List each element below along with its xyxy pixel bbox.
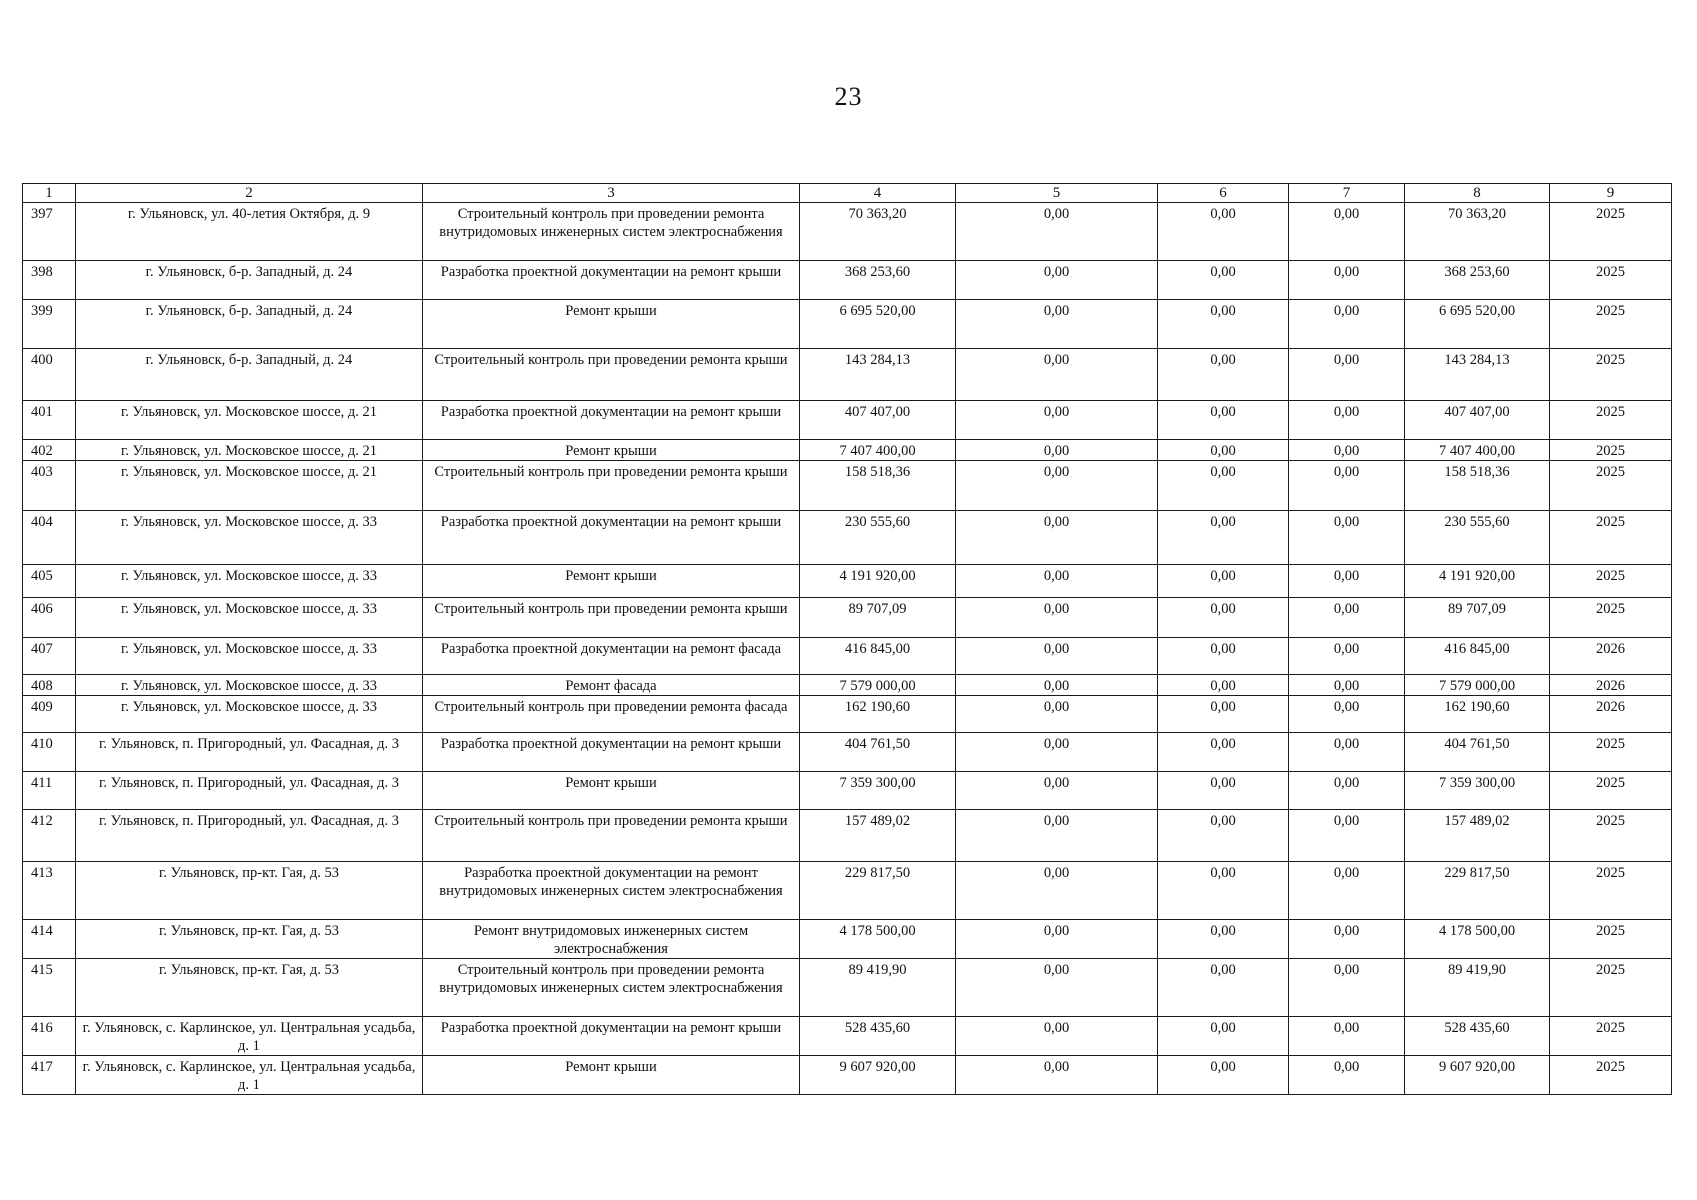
col-header: 6 xyxy=(1158,184,1289,203)
col5-cell: 0,00 xyxy=(956,349,1158,401)
address-cell: г. Ульяновск, пр-кт. Гая, д. 53 xyxy=(76,920,423,959)
year-cell: 2025 xyxy=(1550,349,1672,401)
col-header: 7 xyxy=(1289,184,1405,203)
row-number: 398 xyxy=(23,261,76,300)
table-row xyxy=(23,733,1672,772)
total-cost-cell: 162 190,60 xyxy=(800,696,956,733)
col8-cell: 230 555,60 xyxy=(1405,511,1550,565)
year-cell: 2026 xyxy=(1550,675,1672,696)
col8-cell: 416 845,00 xyxy=(1405,638,1550,675)
work-type-cell: Ремонт фасада xyxy=(423,675,800,696)
table-row xyxy=(23,959,1672,1017)
work-type-cell: Ремонт крыши xyxy=(423,772,800,810)
col7-cell: 0,00 xyxy=(1289,565,1405,598)
table-row xyxy=(23,598,1672,638)
col5-cell: 0,00 xyxy=(956,1056,1158,1095)
col6-cell: 0,00 xyxy=(1158,300,1289,349)
work-type-cell: Ремонт крыши xyxy=(423,1056,800,1095)
row-number: 414 xyxy=(23,920,76,959)
col-header: 3 xyxy=(423,184,800,203)
row-number: 412 xyxy=(23,810,76,862)
col5-cell: 0,00 xyxy=(956,810,1158,862)
row-number: 401 xyxy=(23,401,76,440)
col8-cell: 7 407 400,00 xyxy=(1405,440,1550,461)
row-number: 408 xyxy=(23,675,76,696)
row-number: 410 xyxy=(23,733,76,772)
total-cost-cell: 7 579 000,00 xyxy=(800,675,956,696)
row-number: 411 xyxy=(23,772,76,810)
col8-cell: 7 579 000,00 xyxy=(1405,675,1550,696)
work-type-cell: Строительный контроль при проведении ремонта фасада xyxy=(423,696,800,733)
address-cell: г. Ульяновск, с. Карлинское, ул. Центральная усадьба, д. 1 xyxy=(76,1056,423,1095)
col6-cell: 0,00 xyxy=(1158,810,1289,862)
col8-cell: 528 435,60 xyxy=(1405,1017,1550,1056)
col7-cell: 0,00 xyxy=(1289,696,1405,733)
col6-cell: 0,00 xyxy=(1158,696,1289,733)
col6-cell: 0,00 xyxy=(1158,261,1289,300)
table-row xyxy=(23,565,1672,598)
col5-cell: 0,00 xyxy=(956,203,1158,261)
table-row xyxy=(23,440,1672,461)
col6-cell: 0,00 xyxy=(1158,461,1289,511)
work-type-cell: Разработка проектной документации на ремонт крыши xyxy=(423,401,800,440)
table-row xyxy=(23,675,1672,696)
col7-cell: 0,00 xyxy=(1289,401,1405,440)
col6-cell: 0,00 xyxy=(1158,862,1289,920)
year-cell: 2025 xyxy=(1550,511,1672,565)
col6-cell: 0,00 xyxy=(1158,959,1289,1017)
address-cell: г. Ульяновск, ул. Московское шоссе, д. 33 xyxy=(76,675,423,696)
col5-cell: 0,00 xyxy=(956,401,1158,440)
work-type-cell: Строительный контроль при проведении ремонта внутридомовых инженерных систем электроснабжения xyxy=(423,203,800,261)
address-cell: г. Ульяновск, п. Пригородный, ул. Фасадная, д. 3 xyxy=(76,733,423,772)
work-type-cell: Ремонт крыши xyxy=(423,565,800,598)
total-cost-cell: 89 707,09 xyxy=(800,598,956,638)
row-number: 417 xyxy=(23,1056,76,1095)
col7-cell: 0,00 xyxy=(1289,920,1405,959)
work-type-cell: Разработка проектной документации на ремонт крыши xyxy=(423,511,800,565)
year-cell: 2025 xyxy=(1550,203,1672,261)
table-row xyxy=(23,1056,1672,1095)
address-cell: г. Ульяновск, с. Карлинское, ул. Центральная усадьба, д. 1 xyxy=(76,1017,423,1056)
row-number: 405 xyxy=(23,565,76,598)
col7-cell: 0,00 xyxy=(1289,261,1405,300)
address-cell: г. Ульяновск, ул. 40-летия Октября, д. 9 xyxy=(76,203,423,261)
table-row xyxy=(23,401,1672,440)
header-row xyxy=(23,184,1672,203)
total-cost-cell: 4 191 920,00 xyxy=(800,565,956,598)
col6-cell: 0,00 xyxy=(1158,598,1289,638)
col5-cell: 0,00 xyxy=(956,511,1158,565)
year-cell: 2025 xyxy=(1550,733,1672,772)
row-number: 403 xyxy=(23,461,76,511)
col7-cell: 0,00 xyxy=(1289,1056,1405,1095)
work-type-cell: Разработка проектной документации на ремонт крыши xyxy=(423,261,800,300)
address-cell: г. Ульяновск, п. Пригородный, ул. Фасадная, д. 3 xyxy=(76,810,423,862)
col6-cell: 0,00 xyxy=(1158,440,1289,461)
total-cost-cell: 416 845,00 xyxy=(800,638,956,675)
col7-cell: 0,00 xyxy=(1289,511,1405,565)
year-cell: 2025 xyxy=(1550,565,1672,598)
col5-cell: 0,00 xyxy=(956,440,1158,461)
year-cell: 2026 xyxy=(1550,638,1672,675)
col7-cell: 0,00 xyxy=(1289,638,1405,675)
table-row xyxy=(23,862,1672,920)
row-number: 399 xyxy=(23,300,76,349)
table-row xyxy=(23,349,1672,401)
row-number: 413 xyxy=(23,862,76,920)
address-cell: г. Ульяновск, ул. Московское шоссе, д. 33 xyxy=(76,598,423,638)
work-type-cell: Строительный контроль при проведении ремонта крыши xyxy=(423,810,800,862)
total-cost-cell: 404 761,50 xyxy=(800,733,956,772)
col6-cell: 0,00 xyxy=(1158,920,1289,959)
work-type-cell: Строительный контроль при проведении ремонта крыши xyxy=(423,461,800,511)
col-header: 9 xyxy=(1550,184,1672,203)
total-cost-cell: 143 284,13 xyxy=(800,349,956,401)
address-cell: г. Ульяновск, ул. Московское шоссе, д. 33 xyxy=(76,511,423,565)
col8-cell: 89 707,09 xyxy=(1405,598,1550,638)
col7-cell: 0,00 xyxy=(1289,349,1405,401)
table-row xyxy=(23,810,1672,862)
col8-cell: 158 518,36 xyxy=(1405,461,1550,511)
table-row xyxy=(23,920,1672,959)
row-number: 416 xyxy=(23,1017,76,1056)
address-cell: г. Ульяновск, ул. Московское шоссе, д. 33 xyxy=(76,638,423,675)
col6-cell: 0,00 xyxy=(1158,733,1289,772)
work-type-cell: Разработка проектной документации на ремонт фасада xyxy=(423,638,800,675)
year-cell: 2025 xyxy=(1550,440,1672,461)
col7-cell: 0,00 xyxy=(1289,810,1405,862)
col-header: 4 xyxy=(800,184,956,203)
row-number: 407 xyxy=(23,638,76,675)
col5-cell: 0,00 xyxy=(956,675,1158,696)
address-cell: г. Ульяновск, ул. Московское шоссе, д. 21 xyxy=(76,401,423,440)
total-cost-cell: 407 407,00 xyxy=(800,401,956,440)
works-table xyxy=(22,183,1672,1095)
address-cell: г. Ульяновск, ул. Московское шоссе, д. 21 xyxy=(76,440,423,461)
row-number: 400 xyxy=(23,349,76,401)
col7-cell: 0,00 xyxy=(1289,1017,1405,1056)
year-cell: 2025 xyxy=(1550,772,1672,810)
work-type-cell: Ремонт крыши xyxy=(423,300,800,349)
col-header: 8 xyxy=(1405,184,1550,203)
col6-cell: 0,00 xyxy=(1158,511,1289,565)
col5-cell: 0,00 xyxy=(956,920,1158,959)
work-type-cell: Строительный контроль при проведении ремонта крыши xyxy=(423,349,800,401)
col5-cell: 0,00 xyxy=(956,862,1158,920)
col8-cell: 162 190,60 xyxy=(1405,696,1550,733)
col8-cell: 70 363,20 xyxy=(1405,203,1550,261)
row-number: 409 xyxy=(23,696,76,733)
col5-cell: 0,00 xyxy=(956,959,1158,1017)
year-cell: 2025 xyxy=(1550,401,1672,440)
col6-cell: 0,00 xyxy=(1158,772,1289,810)
work-type-cell: Строительный контроль при проведении ремонта крыши xyxy=(423,598,800,638)
col8-cell: 9 607 920,00 xyxy=(1405,1056,1550,1095)
col6-cell: 0,00 xyxy=(1158,401,1289,440)
address-cell: г. Ульяновск, ул. Московское шоссе, д. 33 xyxy=(76,696,423,733)
col8-cell: 7 359 300,00 xyxy=(1405,772,1550,810)
address-cell: г. Ульяновск, пр-кт. Гая, д. 53 xyxy=(76,959,423,1017)
total-cost-cell: 89 419,90 xyxy=(800,959,956,1017)
table-row xyxy=(23,261,1672,300)
total-cost-cell: 230 555,60 xyxy=(800,511,956,565)
total-cost-cell: 7 359 300,00 xyxy=(800,772,956,810)
year-cell: 2025 xyxy=(1550,959,1672,1017)
col6-cell: 0,00 xyxy=(1158,675,1289,696)
row-number: 397 xyxy=(23,203,76,261)
table-row xyxy=(23,461,1672,511)
total-cost-cell: 528 435,60 xyxy=(800,1017,956,1056)
total-cost-cell: 158 518,36 xyxy=(800,461,956,511)
col5-cell: 0,00 xyxy=(956,772,1158,810)
col5-cell: 0,00 xyxy=(956,598,1158,638)
col8-cell: 4 178 500,00 xyxy=(1405,920,1550,959)
col7-cell: 0,00 xyxy=(1289,300,1405,349)
table-row xyxy=(23,511,1672,565)
col5-cell: 0,00 xyxy=(956,300,1158,349)
work-type-cell: Разработка проектной документации на ремонт внутридомовых инженерных систем электроснабжения xyxy=(423,862,800,920)
col6-cell: 0,00 xyxy=(1158,1056,1289,1095)
col-header: 1 xyxy=(23,184,76,203)
year-cell: 2025 xyxy=(1550,598,1672,638)
table-row xyxy=(23,696,1672,733)
address-cell: г. Ульяновск, ул. Московское шоссе, д. 21 xyxy=(76,461,423,511)
table-row xyxy=(23,772,1672,810)
table-row xyxy=(23,300,1672,349)
col6-cell: 0,00 xyxy=(1158,349,1289,401)
col-header: 2 xyxy=(76,184,423,203)
col6-cell: 0,00 xyxy=(1158,565,1289,598)
col6-cell: 0,00 xyxy=(1158,203,1289,261)
col7-cell: 0,00 xyxy=(1289,862,1405,920)
work-type-cell: Ремонт крыши xyxy=(423,440,800,461)
page-number: 23 xyxy=(834,82,863,111)
total-cost-cell: 4 178 500,00 xyxy=(800,920,956,959)
col8-cell: 368 253,60 xyxy=(1405,261,1550,300)
row-number: 415 xyxy=(23,959,76,1017)
col5-cell: 0,00 xyxy=(956,565,1158,598)
col8-cell: 143 284,13 xyxy=(1405,349,1550,401)
total-cost-cell: 7 407 400,00 xyxy=(800,440,956,461)
total-cost-cell: 6 695 520,00 xyxy=(800,300,956,349)
col-header: 5 xyxy=(956,184,1158,203)
table-body xyxy=(23,203,1672,1095)
col8-cell: 229 817,50 xyxy=(1405,862,1550,920)
col5-cell: 0,00 xyxy=(956,733,1158,772)
col8-cell: 407 407,00 xyxy=(1405,401,1550,440)
col5-cell: 0,00 xyxy=(956,638,1158,675)
col8-cell: 157 489,02 xyxy=(1405,810,1550,862)
work-type-cell: Строительный контроль при проведении ремонта внутридомовых инженерных систем электроснабжения xyxy=(423,959,800,1017)
year-cell: 2025 xyxy=(1550,261,1672,300)
address-cell: г. Ульяновск, б-р. Западный, д. 24 xyxy=(76,349,423,401)
work-type-cell: Ремонт внутридомовых инженерных систем электроснабжения xyxy=(423,920,800,959)
col8-cell: 6 695 520,00 xyxy=(1405,300,1550,349)
col7-cell: 0,00 xyxy=(1289,203,1405,261)
total-cost-cell: 157 489,02 xyxy=(800,810,956,862)
col7-cell: 0,00 xyxy=(1289,598,1405,638)
col7-cell: 0,00 xyxy=(1289,772,1405,810)
col8-cell: 4 191 920,00 xyxy=(1405,565,1550,598)
col5-cell: 0,00 xyxy=(956,696,1158,733)
address-cell: г. Ульяновск, б-р. Западный, д. 24 xyxy=(76,300,423,349)
total-cost-cell: 70 363,20 xyxy=(800,203,956,261)
col5-cell: 0,00 xyxy=(956,1017,1158,1056)
row-number: 404 xyxy=(23,511,76,565)
table-row xyxy=(23,638,1672,675)
address-cell: г. Ульяновск, п. Пригородный, ул. Фасадная, д. 3 xyxy=(76,772,423,810)
col5-cell: 0,00 xyxy=(956,461,1158,511)
col6-cell: 0,00 xyxy=(1158,1017,1289,1056)
col7-cell: 0,00 xyxy=(1289,675,1405,696)
table-row xyxy=(23,203,1672,261)
work-type-cell: Разработка проектной документации на ремонт крыши xyxy=(423,1017,800,1056)
total-cost-cell: 368 253,60 xyxy=(800,261,956,300)
year-cell: 2026 xyxy=(1550,696,1672,733)
work-type-cell: Разработка проектной документации на ремонт крыши xyxy=(423,733,800,772)
address-cell: г. Ульяновск, ул. Московское шоссе, д. 33 xyxy=(76,565,423,598)
col7-cell: 0,00 xyxy=(1289,461,1405,511)
row-number: 402 xyxy=(23,440,76,461)
col6-cell: 0,00 xyxy=(1158,638,1289,675)
row-number: 406 xyxy=(23,598,76,638)
year-cell: 2025 xyxy=(1550,461,1672,511)
table-row xyxy=(23,1017,1672,1056)
col7-cell: 0,00 xyxy=(1289,440,1405,461)
address-cell: г. Ульяновск, пр-кт. Гая, д. 53 xyxy=(76,862,423,920)
address-cell: г. Ульяновск, б-р. Западный, д. 24 xyxy=(76,261,423,300)
col8-cell: 404 761,50 xyxy=(1405,733,1550,772)
total-cost-cell: 229 817,50 xyxy=(800,862,956,920)
year-cell: 2025 xyxy=(1550,300,1672,349)
col8-cell: 89 419,90 xyxy=(1405,959,1550,1017)
year-cell: 2025 xyxy=(1550,920,1672,959)
col7-cell: 0,00 xyxy=(1289,959,1405,1017)
year-cell: 2025 xyxy=(1550,862,1672,920)
col7-cell: 0,00 xyxy=(1289,733,1405,772)
year-cell: 2025 xyxy=(1550,810,1672,862)
total-cost-cell: 9 607 920,00 xyxy=(800,1056,956,1095)
col5-cell: 0,00 xyxy=(956,261,1158,300)
year-cell: 2025 xyxy=(1550,1017,1672,1056)
year-cell: 2025 xyxy=(1550,1056,1672,1095)
